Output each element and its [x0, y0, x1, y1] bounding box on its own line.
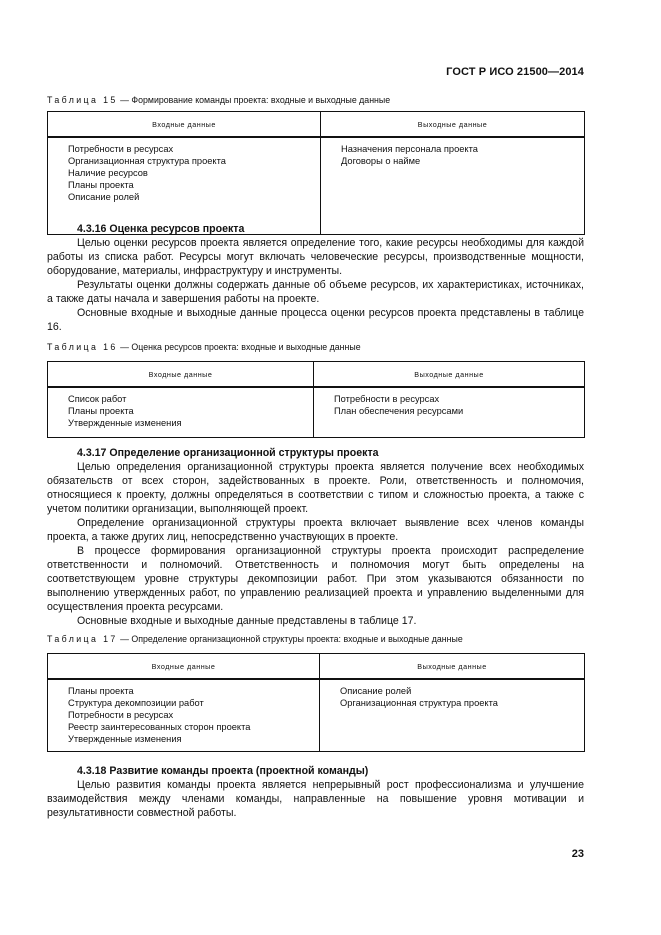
section-4-3-16-title: 4.3.16 Оценка ресурсов проекта [77, 223, 245, 235]
table-15-caption [47, 95, 390, 105]
section-4-3-17-title: 4.3.17 Определение организационной структуры проекта [77, 447, 379, 459]
list-item: Договоры о найме [341, 156, 421, 166]
table-16-header-outputs: Выходные данные [314, 362, 585, 388]
table-17-caption [47, 634, 463, 644]
paragraph: Основные входные и выходные данные процесса оценки ресурсов проекта представлены в таблице 16. [47, 307, 584, 333]
table-16 [47, 361, 585, 438]
list-item: Реестр заинтересованных сторон проекта [68, 722, 251, 732]
list-item: Описание ролей [340, 686, 412, 696]
table-17-caption-label: Таблица 17 [47, 634, 118, 644]
list-item: Планы проекта [68, 180, 134, 190]
list-item: Утвержденные изменения [68, 418, 182, 428]
list-item: Планы проекта [68, 406, 134, 416]
list-item: Назначения персонала проекта [341, 144, 478, 154]
table-16-outputs-cell [314, 387, 585, 437]
section-4-3-18 [47, 764, 584, 820]
list-item: Утвержденные изменения [68, 734, 182, 744]
table-17-caption-text: — Определение организационной структуры проекта: входные и выходные данные [117, 634, 463, 644]
list-item: План обеспечения ресурсами [334, 406, 464, 416]
list-item: Список работ [68, 394, 127, 404]
list-item: Организационная структура проекта [68, 156, 226, 166]
list-item: Организационная структура проекта [340, 698, 498, 708]
table-15-caption-label: Таблица 15 [47, 95, 118, 105]
paragraph: Целью развития команды проекта является непрерывный рост профессионализма и улучшение взаимодействия между членами команды, направленные на повышение уровня мотивации и результативности совместной работы. [47, 779, 584, 819]
paragraph: Результаты оценки должны содержать данные об объеме ресурсов, их характеристиках, источниках, а также даты начала и завершения работы на проекте. [47, 279, 584, 305]
list-item: Потребности в ресурсах [68, 710, 174, 720]
table-15-caption-text: — Формирование команды проекта: входные и выходные данные [117, 95, 391, 105]
table-16-caption-label: Таблица 16 [47, 342, 118, 352]
list-item: Структура декомпозиции работ [68, 698, 204, 708]
section-4-3-17 [47, 446, 584, 628]
table-15-outputs-cell [321, 137, 585, 234]
list-item: Наличие ресурсов [68, 168, 148, 178]
table-17-inputs-cell [48, 679, 320, 751]
page-number: 23 [571, 848, 584, 860]
paragraph: Определение организационной структуры проекта включает выявление всех членов команды проекта, а также других лиц, непосредственно участвующих в проекте. [47, 517, 584, 543]
paragraph: Целью оценки ресурсов проекта является определение того, какие ресурсы необходимы для каждой работы из списка работ. Ресурсы могут включать человеческие ресурсы, производственные мощности, оборудование, материалы, инфраструктуру и инструменты. [47, 237, 584, 277]
table-15-header-outputs: Выходные данные [321, 112, 585, 138]
list-item: Потребности в ресурсах [334, 394, 440, 404]
paragraph: Основные входные и выходные данные представлены в таблице 17. [77, 615, 417, 627]
table-15 [47, 111, 585, 235]
table-16-caption [47, 342, 361, 352]
table-17 [47, 653, 585, 752]
list-item: Планы проекта [68, 686, 134, 696]
table-16-inputs-cell [48, 387, 314, 437]
section-4-3-18-title: 4.3.18 Развитие команды проекта (проектной команды) [77, 765, 369, 777]
list-item: Описание ролей [68, 192, 140, 202]
paragraph: Целью определения организационной структуры проекта является получение всех необходимых обязательств от всех сторон, задействованных в проекте. Роли, ответственность и полномочия, относящиеся к проекту, должны определяться в соответствии с типом и сложностью проекта, а также с учетом политики организации, выполняющей проект. [47, 461, 584, 515]
list-item: Потребности в ресурсах [68, 144, 174, 154]
table-15-header-inputs: Входные данные [48, 112, 321, 138]
table-16-caption-text: — Оценка ресурсов проекта: входные и выходные данные [117, 342, 361, 352]
document-code: ГОСТ Р ИСО 21500—2014 [446, 66, 584, 78]
table-17-header-inputs: Входные данные [48, 654, 320, 680]
section-4-3-16 [47, 222, 584, 334]
table-15-inputs-cell [48, 137, 321, 234]
table-16-header-inputs: Входные данные [48, 362, 314, 388]
paragraph: В процессе формирования организационной структуры проекта происходит распределение ответственности и полномочий. Ответственность и полномочия могут быть определены на соответствующем уровне структуры декомпозиции работ. При этом указываются обязанности по выполнению утвержденных работ, по управлению реализацией проекта и управлению выделенными для осуществления проекта ресурсами. [47, 545, 584, 613]
table-17-header-outputs: Выходные данные [320, 654, 585, 680]
table-17-outputs-cell [320, 679, 585, 751]
